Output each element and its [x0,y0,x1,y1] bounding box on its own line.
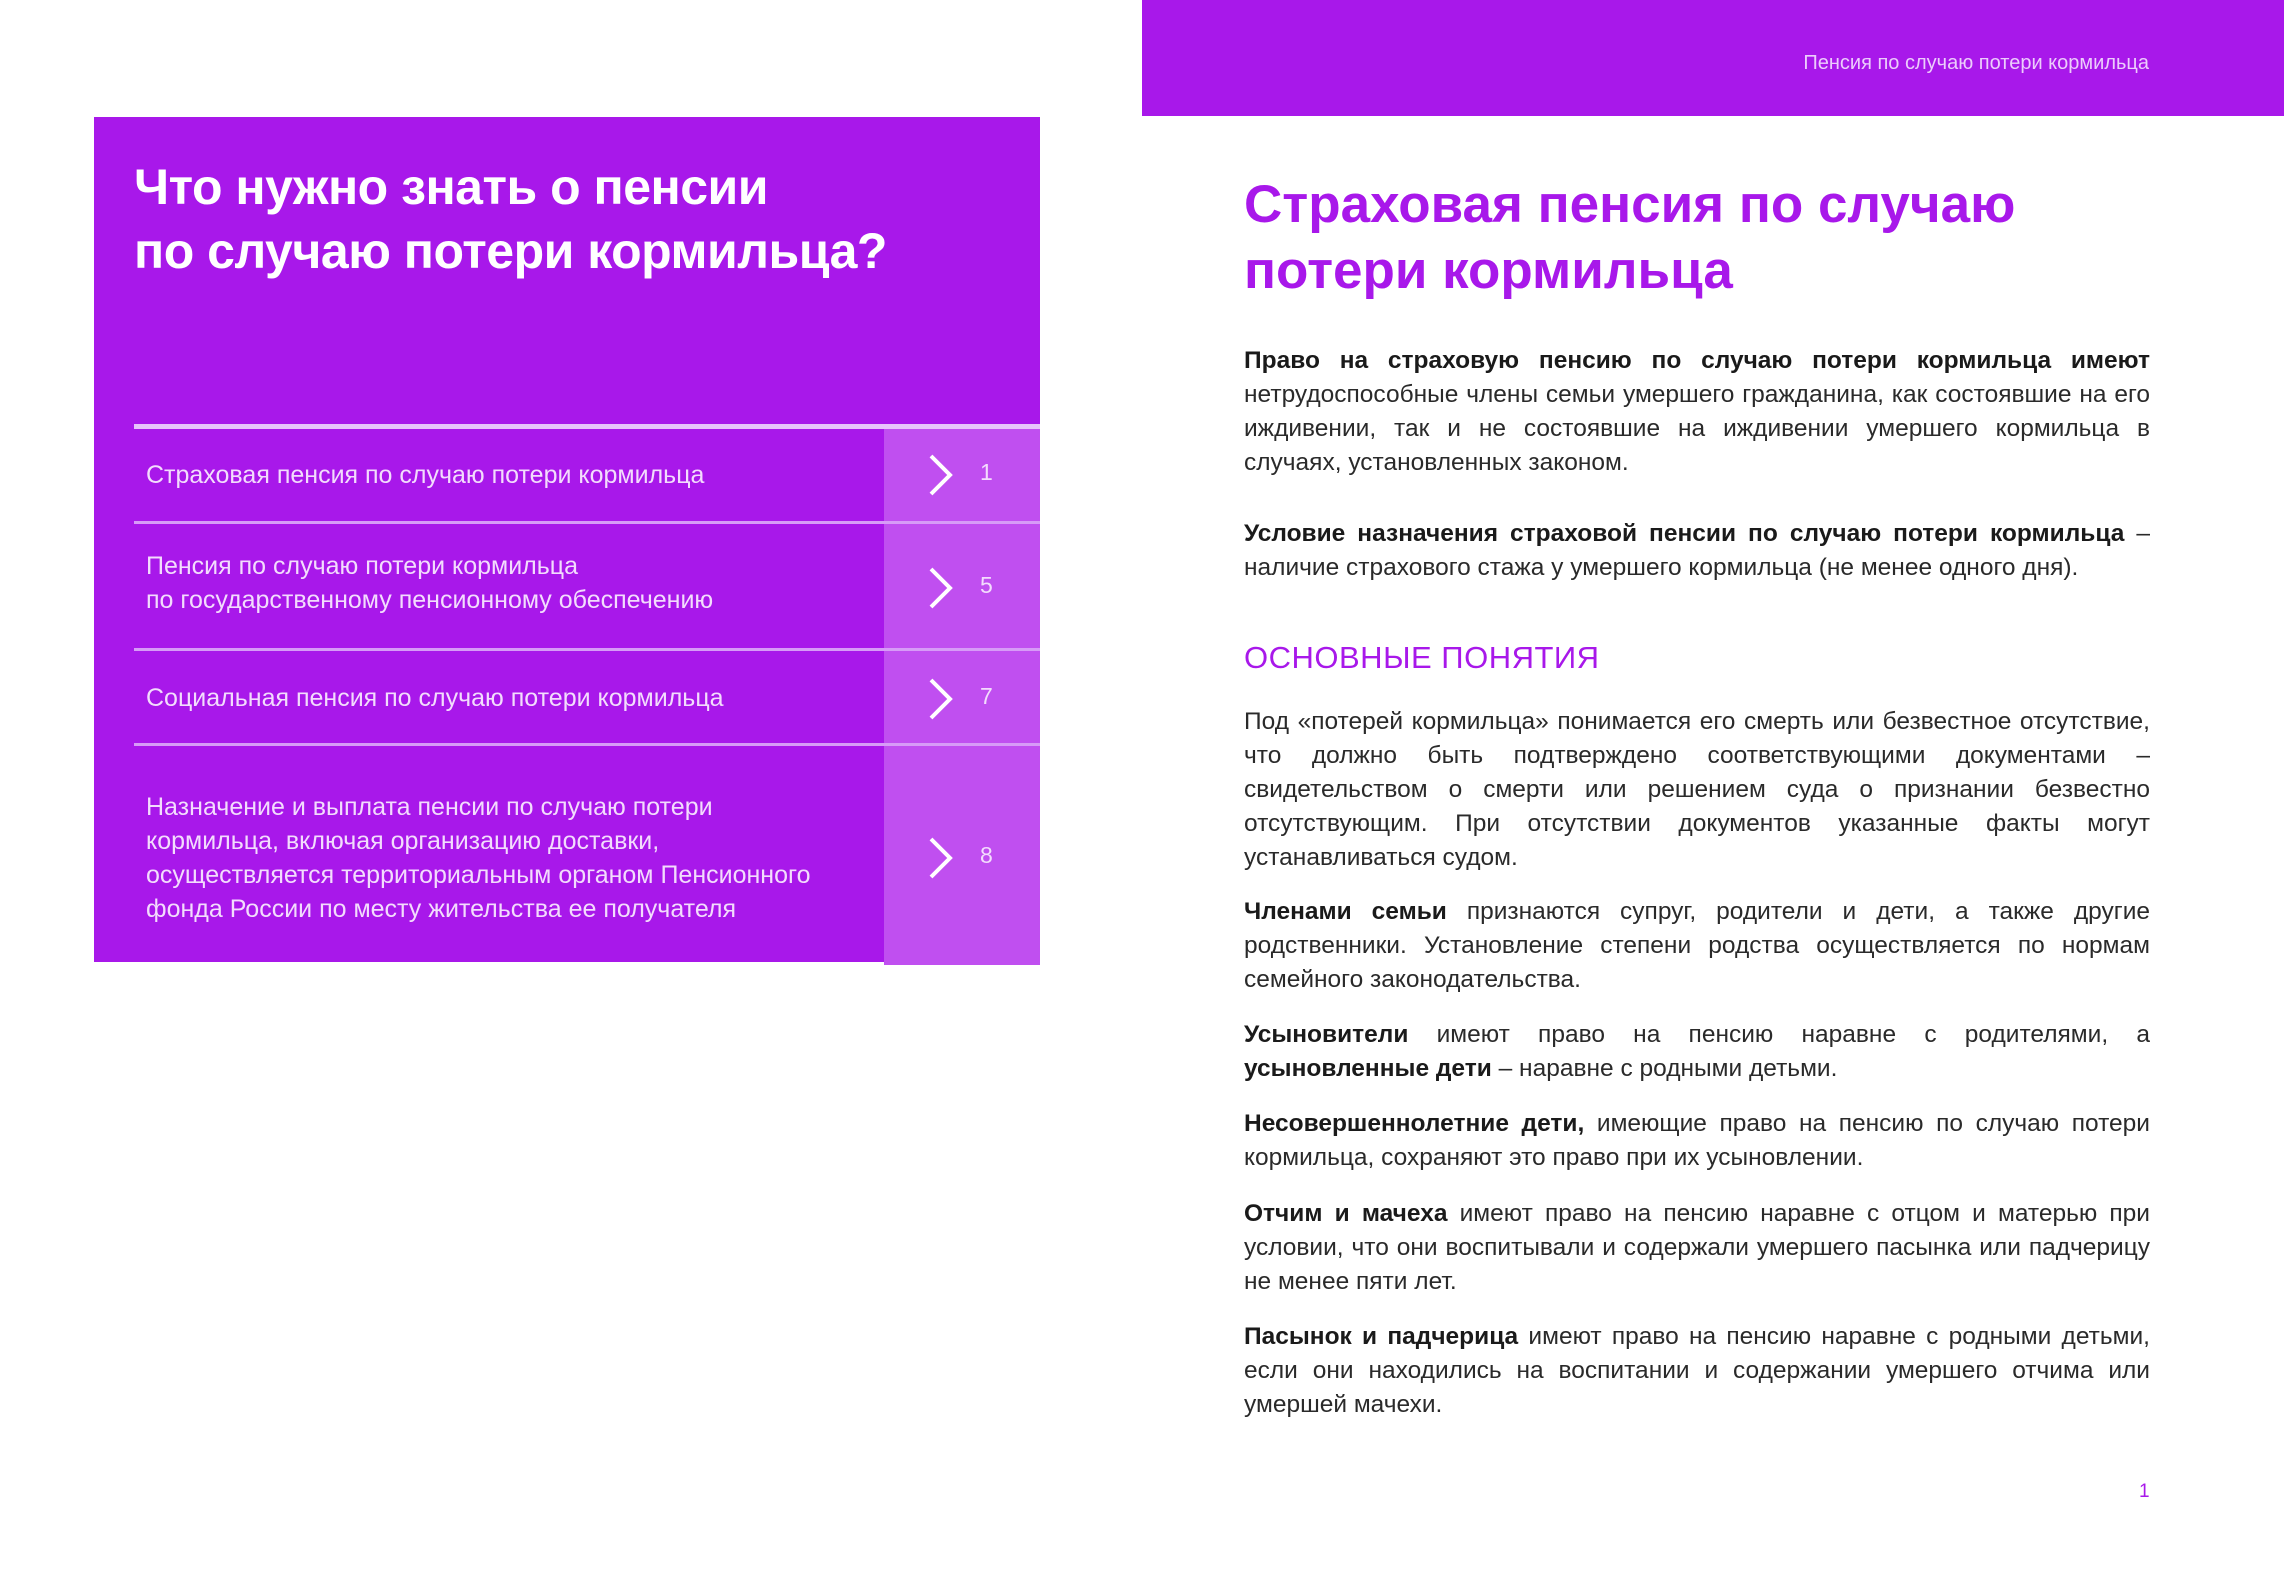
toc-item-line: кормильца, включая организацию доставки, [146,827,660,855]
toc-item-4[interactable] [134,746,1040,965]
toc-title-line-2: по случаю потери кормильца? [134,223,887,279]
toc-item-page-cell [884,524,1040,648]
chevron-right-icon [928,677,954,721]
paragraph-4 [1244,895,2150,997]
chevron-right-icon [928,836,954,880]
paragraph-bold-lead: Членами семьи [1244,898,1447,925]
table-of-contents-card [94,117,1040,962]
toc-item-line: по государственному пенсионному обеспечению [146,586,714,614]
paragraph-text: имеют право на пенсию наравне с отцом и матерью при условии, что они воспитывали и содержали умершего пасынка или падчерицу не менее пяти лет. [1244,1200,2150,1295]
header-band [1142,0,2284,116]
page-title-line-2: потери кормильца [1244,241,1733,300]
paragraph-bold-lead: Усыновители [1244,1021,1409,1048]
paragraph-text: признаются супруг, родители и дети, а также другие родственники. Установление степени родства осуществляется по нормам семейного законодательства. [1244,898,2151,993]
section-heading: ОСНОВНЫЕ ПОНЯТИЯ [1244,640,1600,675]
toc-item-page-number: 8 [980,842,993,868]
paragraph-bold-lead: Несовершеннолетние дети, [1244,1110,1585,1137]
running-header: Пенсия по случаю потери кормильца [1803,52,2149,74]
toc-item-label [146,549,836,617]
chevron-right-icon [928,566,954,610]
toc-item-line: Социальная пенсия по случаю потери кормильца [146,684,724,712]
toc-item-line: Пенсия по случаю потери кормильца [146,552,579,580]
paragraph-text: имеющие право на пенсию по случаю потери кормильца, сохраняют это право при их усыновлении. [1244,1110,2150,1171]
toc-item-1[interactable] [134,429,1040,524]
page-title-line-1: Страховая пенсия по случаю [1244,175,2016,234]
toc-item-2[interactable] [134,524,1040,651]
toc-item-page-number: 5 [980,572,993,598]
paragraph-bold-lead: Пасынок и падчерица [1244,1323,1519,1350]
paragraph-5 [1244,1018,2150,1086]
toc-item-page-number: 1 [980,459,993,485]
paragraph-text: Под «потерей кормильца» понимается его смерть или безвестное отсутствие, что должно быть подтверждено соответствующими документами – свидетельством о смерти или решением суда о признании безвестно отсутствующим. При отсутствии документов указанные факты могут устанавливаться судом. [1244,708,2150,871]
paragraph-2 [1244,517,2150,585]
paragraph-text: имеют право на пенсию наравне с родными детьми, если они находились на воспитании и содержании умершего отчима или умершей мачехи. [1244,1323,2150,1418]
paragraph-bold-inline: усыновленные дети [1244,1055,1492,1082]
paragraph-text: нетрудоспособные члены семьи умершего гражданина, как состоявшие на его иждивении, так и не состоявшие на иждивении умершего кормильца в случаях, установленных законом. [1244,381,2150,476]
paragraph-bold-lead: Отчим и мачеха [1244,1200,1448,1227]
toc-item-label [146,681,836,715]
paragraph-text: – наличие страхового стажа у умершего кормильца (не менее одного дня). [1244,520,2150,581]
paragraph-bold-lead: Право на страховую пенсию по случаю потери кормильца имеют [1244,347,2150,374]
toc-item-label [146,458,836,492]
toc-item-page-cell [884,746,1040,965]
paragraph-text: имеют право на пенсию наравне с родителями, а [1408,1021,2150,1048]
paragraph-1 [1244,344,2150,480]
toc-item-3[interactable] [134,651,1040,746]
toc-item-label [146,790,836,926]
page-number: 1 [2139,1481,2150,1502]
paragraph-bold-lead: Условие назначения страховой пенсии по случаю потери кормильца [1244,520,2125,547]
paragraph-6 [1244,1107,2150,1175]
toc-item-line: осуществляется территориальным органом Пенсионного [146,861,811,889]
paragraph-8 [1244,1320,2150,1422]
paragraph-7 [1244,1197,2150,1299]
toc-title [134,155,1014,283]
page-title [1244,172,2144,304]
toc-item-page-cell [884,651,1040,743]
toc-list [134,429,1040,965]
chevron-right-icon [928,453,954,497]
toc-item-line: фонда России по месту жительства ее получателя [146,895,737,923]
toc-item-line: Назначение и выплата пенсии по случаю потери [146,793,713,821]
toc-item-page-number: 7 [980,683,993,709]
toc-item-page-cell [884,429,1040,521]
paragraph-3 [1244,705,2150,875]
toc-title-line-1: Что нужно знать о пенсии [134,159,768,215]
paragraph-text: – наравне с родными детьми. [1491,1055,1838,1082]
toc-item-line: Страховая пенсия по случаю потери кормильца [146,461,705,489]
